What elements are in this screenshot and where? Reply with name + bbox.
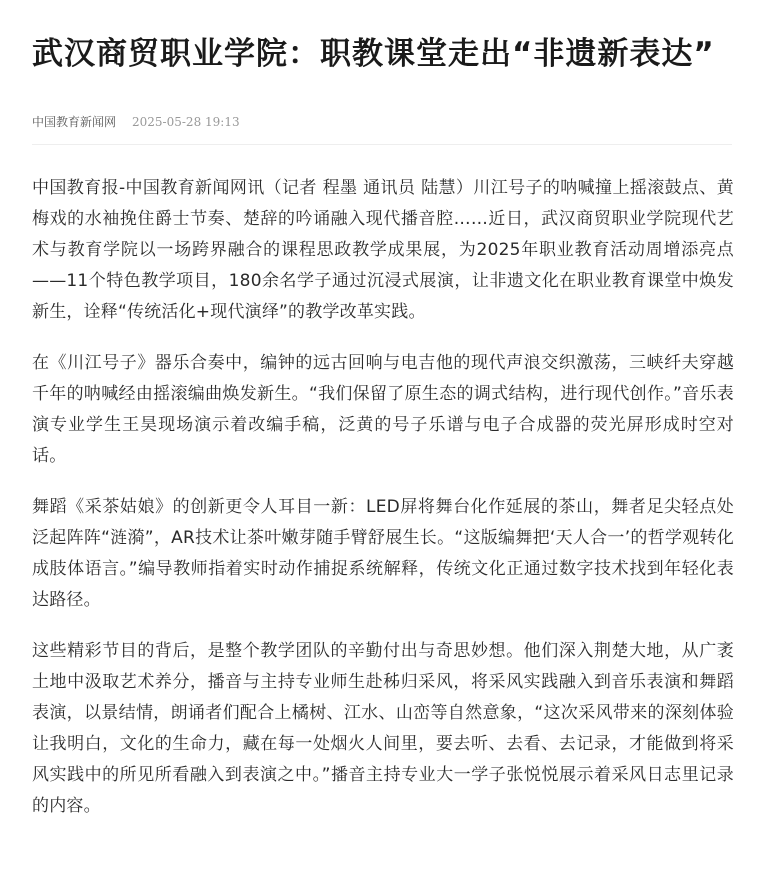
- paragraph-3: 舞蹈《采茶姑娘》的创新更令人耳目一新：LED屏将舞台化作延展的茶山，舞者足尖轻点处泛起阵阵“涟漪”，AR技术让茶叶嫩芽随手臂舒展生长。“这版编舞把‘天人合一’的哲学观转化成肢体语言。”编导教师指着实时动作捕捉系统解释，传统文化正通过数字技术找到年轻化表达路径。: [32, 497, 734, 610]
- article-meta: [32, 114, 734, 130]
- paragraph-4: 这些精彩节目的背后，是整个教学团队的辛勤付出与奇思妙想。他们深入荆楚大地，从广袤土地中汲取艺术养分，播音与主持专业师生赴秭归采风，将采风实践融入到音乐表演和舞蹈表演，以景结情，朗诵者们配合上橘树、江水、山峦等自然意象，“这次采风带来的深刻体验让我明白，文化的生命力，藏在每一处烟火人间里，要去听、去看、去记录，才能做到将采风实践中的所见所看融入到表演之中。”播音主持专业大一学子张悦悦展示着采风日志里记录的内容。: [32, 641, 734, 816]
- article-date: 2025-05-28 19:13: [132, 115, 240, 129]
- meta-divider: [32, 144, 732, 145]
- article-title: 武汉商贸职业学院：职教课堂走出“非遗新表达”: [32, 36, 715, 72]
- paragraph-2: 在《川江号子》器乐合奏中，编钟的远古回响与电吉他的现代声浪交织激荡，三峡纤夫穿越千年的呐喊经由摇滚编曲焕发新生。“我们保留了原生态的调式结构，进行现代创作。”音乐表演专业学生王昊现场演示着改编手稿，泛黄的号子乐谱与电子合成器的荧光屏形成时空对话。: [32, 353, 734, 466]
- article-body: [32, 173, 734, 822]
- paragraph-1: 中国教育报-中国教育新闻网讯（记者 程墨 通讯员 陆慧）川江号子的呐喊撞上摇滚鼓点、黄梅戏的水袖挽住爵士节奏、楚辞的吟诵融入现代播音腔……近日，武汉商贸职业学院现代艺术与教育学院以一场跨界融合的课程思政教学成果展，为2025年职业教育活动周增添亮点——11个特色教学项目，180余名学子通过沉浸式展演，让非遗文化在职业教育课堂中焕发新生，诠释“传统活化+现代演绎”的教学改革实践。: [32, 178, 734, 322]
- article-source[interactable]: 中国教育新闻网: [32, 115, 117, 129]
